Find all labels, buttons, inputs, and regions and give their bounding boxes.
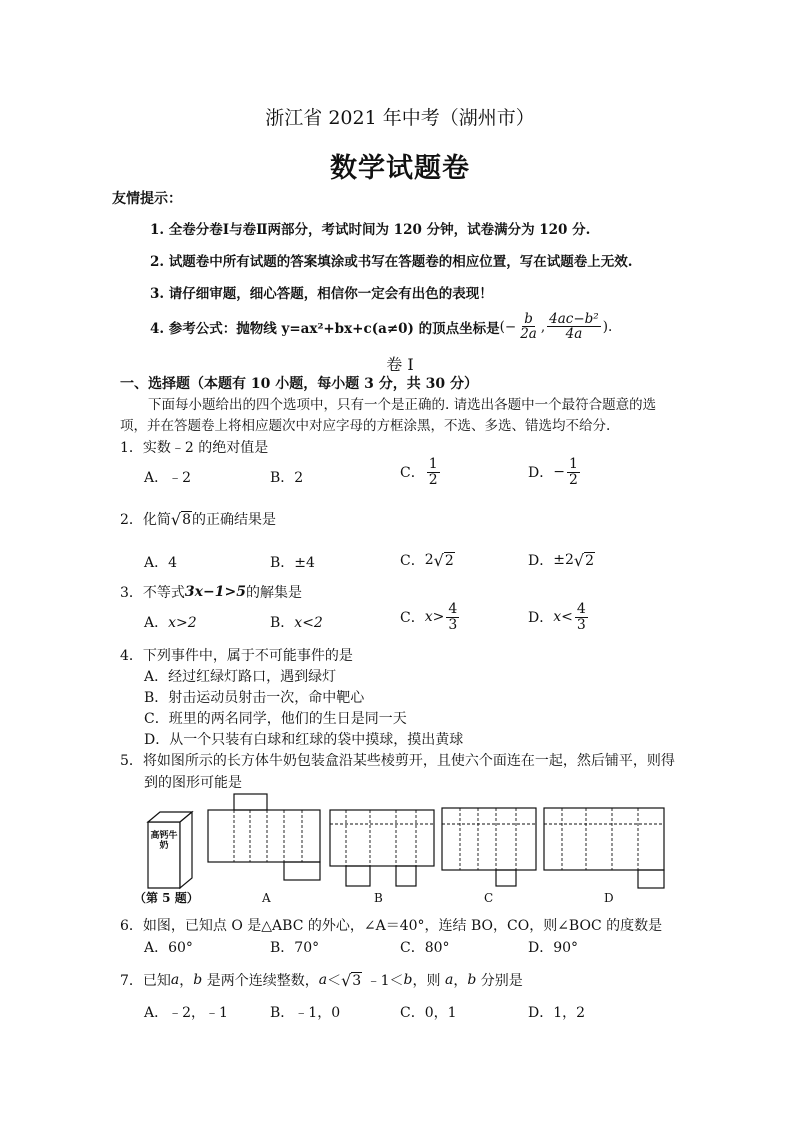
q2-option-b: B．±4	[270, 555, 315, 571]
q5-stem-line-2: 到的图形可能是	[144, 775, 242, 791]
hint-item-1: 1. 全卷分卷Ⅰ与卷Ⅱ两部分，考试时间为 120 分钟，试卷满分为 120 分.	[150, 222, 591, 238]
hint-item-3: 3. 请仔细审题，细心答题，相信你一定会有出色的表现！	[150, 286, 493, 302]
q5-label-a: A	[262, 891, 271, 905]
hint-item-4-text: 4. 参考公式：抛物线 y=ax²+bx+c(a≠0) 的顶点坐标是	[150, 320, 500, 337]
q7-var-b: b	[193, 972, 203, 988]
q7-var-a-2: a	[318, 972, 328, 988]
q3-option-d-frac	[575, 602, 588, 632]
q3-option-a-label: A．	[144, 615, 169, 631]
q6-option-d: D．90°	[528, 940, 579, 956]
q4-option-b: B．射击运动员射击一次，命中靶心	[144, 690, 365, 706]
sqrt-symbol: √	[341, 970, 352, 990]
section-heading: 一、选择题（本题有 10 小题，每小题 3 分，共 30 分）	[120, 376, 478, 392]
vertex-formula	[500, 312, 613, 341]
q7-stem-pre: 7．已知	[120, 973, 171, 989]
q5-net-a	[206, 792, 326, 890]
q3-d-den: 3	[576, 616, 586, 633]
formula-frac-2-den: 4a	[565, 326, 583, 343]
q3-stem	[120, 582, 302, 602]
q3-stem-expr: 3x−1>5	[184, 584, 246, 600]
q1-option-b: B．2	[270, 470, 304, 486]
q1-stem: 1．实数﹣2 的绝对值是	[120, 440, 269, 456]
q2-option-c-label: C．	[400, 553, 425, 569]
q5-net-b	[328, 808, 438, 890]
hints-label: 友情提示：	[112, 191, 182, 207]
q7-option-d: D．1，2	[528, 1005, 586, 1021]
q1-c-num: 1	[428, 456, 438, 472]
q4-option-a: A．经过红绿灯路口，遇到绿灯	[144, 669, 337, 685]
q5-label-b: B	[374, 891, 383, 905]
section-title: 卷 Ⅰ	[386, 355, 414, 374]
q2-option-d-label: D．	[528, 553, 554, 569]
q7-option-c: C．0，1	[400, 1005, 457, 1021]
q5-net-c	[440, 806, 540, 890]
q1-option-c	[400, 457, 442, 487]
q7-var-a-3: a	[444, 972, 454, 988]
q3-option-d-expr: x<	[553, 609, 573, 626]
hint-item-4	[150, 312, 612, 341]
q3-d-num: 4	[576, 601, 586, 617]
q4-stem: 4．下列事件中，属于不可能事件的是	[120, 648, 353, 664]
q3-option-b	[270, 612, 323, 632]
q7-sep-2: ，	[453, 973, 468, 989]
q7-stem-mid: 是两个连续整数，	[202, 973, 319, 989]
q2-option-d	[528, 550, 595, 570]
q5-figure-caption: （第 5 题）	[134, 891, 199, 905]
q1-option-d-sign: −	[553, 464, 565, 481]
q1-option-d-frac	[567, 457, 580, 487]
q7-stem-fin: 分别是	[476, 973, 523, 989]
q5-stem-line-1: 5．将如图所示的长方体牛奶包装盒沿某些棱剪开，且使六个面连在一起，然后铺平，则得	[120, 753, 675, 769]
section-instruction-2: 项，并在答题卷上将相应题次中对应字母的方框涂黑，不选、多选、错选均不给分.	[120, 418, 611, 434]
q2-option-c	[400, 550, 455, 570]
q3-c-den: 3	[448, 616, 458, 633]
exam-title: 浙江省 2021 年中考（湖州市）	[265, 107, 535, 129]
q3-stem-post: 的解集是	[245, 585, 302, 601]
q2-stem-radicand: 8	[182, 511, 192, 528]
q2-stem-post: 的正确结果是	[192, 512, 277, 528]
q4-option-c: C．班里的两名同学，他们的生日是同一天	[144, 711, 407, 727]
q3-option-c	[400, 602, 461, 632]
q7-var-b-3: b	[467, 972, 477, 988]
q3-option-b-label: B．	[270, 615, 295, 631]
q7-lt: ＜	[327, 973, 342, 989]
q5-label-d: D	[604, 891, 614, 905]
q3-option-b-expr: x<2	[294, 615, 323, 631]
q3-option-c-expr: x>	[424, 609, 445, 626]
q1-d-num: 1	[568, 456, 578, 472]
q1-d-den: 2	[568, 471, 578, 488]
q3-option-c-label: C．	[400, 610, 425, 627]
formula-frac-2-num: 4ac−b²	[549, 311, 599, 327]
q5-net-d	[542, 806, 670, 890]
q7-stem-tail: ﹣1＜	[362, 973, 404, 989]
section-instruction-1: 下面每小题给出的四个选项中，只有一个是正确的. 请选出各题中一个最符合题意的选	[148, 397, 657, 413]
q7-sep-1: ，	[179, 973, 194, 989]
q5-box-label: 高钙牛奶	[150, 831, 178, 851]
q4-option-d: D．从一个只装有白球和红球的袋中摸球，摸出黄球	[144, 732, 464, 748]
sqrt-symbol: √	[573, 550, 585, 570]
q6-option-a: A．60°	[144, 940, 193, 956]
q7-radicand: 3	[352, 972, 362, 989]
q6-option-b: B．70°	[270, 940, 320, 956]
formula-frac-1-den: 2a	[520, 326, 537, 343]
q2-stem-pre: 2．化简	[120, 512, 171, 528]
q3-option-d	[528, 602, 590, 632]
q5-label-c: C	[484, 891, 494, 905]
q7-var-b-2: b	[403, 972, 413, 988]
formula-frac-1-num: b	[524, 311, 533, 327]
q2-option-a: A．4	[144, 555, 178, 571]
q6-option-c: C．80°	[400, 940, 450, 956]
formula-frac-1	[518, 312, 539, 341]
q7-option-b: B．﹣1，0	[270, 1005, 341, 1021]
formula-sep: ,	[540, 318, 546, 335]
q1-option-a: A．﹣2	[144, 470, 192, 486]
q2-option-d-radicand: 2	[585, 552, 594, 569]
formula-open: (−	[499, 318, 517, 335]
q3-option-a-expr: x>2	[168, 615, 197, 631]
q2-option-c-radicand: 2	[444, 552, 454, 569]
q3-option-c-frac	[446, 602, 459, 632]
q7-stem	[120, 970, 523, 990]
q1-c-den: 2	[428, 471, 438, 488]
q2-option-d-coef: ±2	[553, 552, 574, 568]
hint-item-2: 2. 试题卷中所有试题的答案填涂或书写在答题卷的相应位置，写在试题卷上无效.	[150, 254, 633, 270]
q3-c-num: 4	[448, 601, 458, 617]
q1-option-d	[528, 457, 582, 487]
q1-option-c-frac	[427, 457, 440, 487]
q6-stem: 6．如图，已知点 O 是△ABC 的外心，∠A＝40°，连结 BO，CO，则∠BOC 的度数是	[120, 918, 663, 934]
q7-var-a: a	[170, 972, 180, 988]
q3-stem-pre: 3．不等式	[120, 585, 185, 601]
q1-option-d-label: D．	[528, 465, 554, 482]
q3-option-d-label: D．	[528, 610, 554, 627]
q7-option-a: A．﹣2，﹣1	[144, 1005, 228, 1021]
q2-option-c-coef: 2	[424, 552, 434, 568]
formula-frac-2	[547, 312, 601, 341]
sqrt-symbol: √	[170, 509, 182, 529]
q1-option-c-label: C．	[400, 465, 425, 482]
formula-close: ).	[602, 318, 613, 335]
q3-option-a	[144, 612, 197, 632]
q7-stem-end: ，则	[412, 973, 445, 989]
sqrt-symbol: √	[433, 550, 444, 570]
q2-stem	[120, 509, 276, 529]
exam-subtitle: 数学试题卷	[330, 153, 470, 184]
